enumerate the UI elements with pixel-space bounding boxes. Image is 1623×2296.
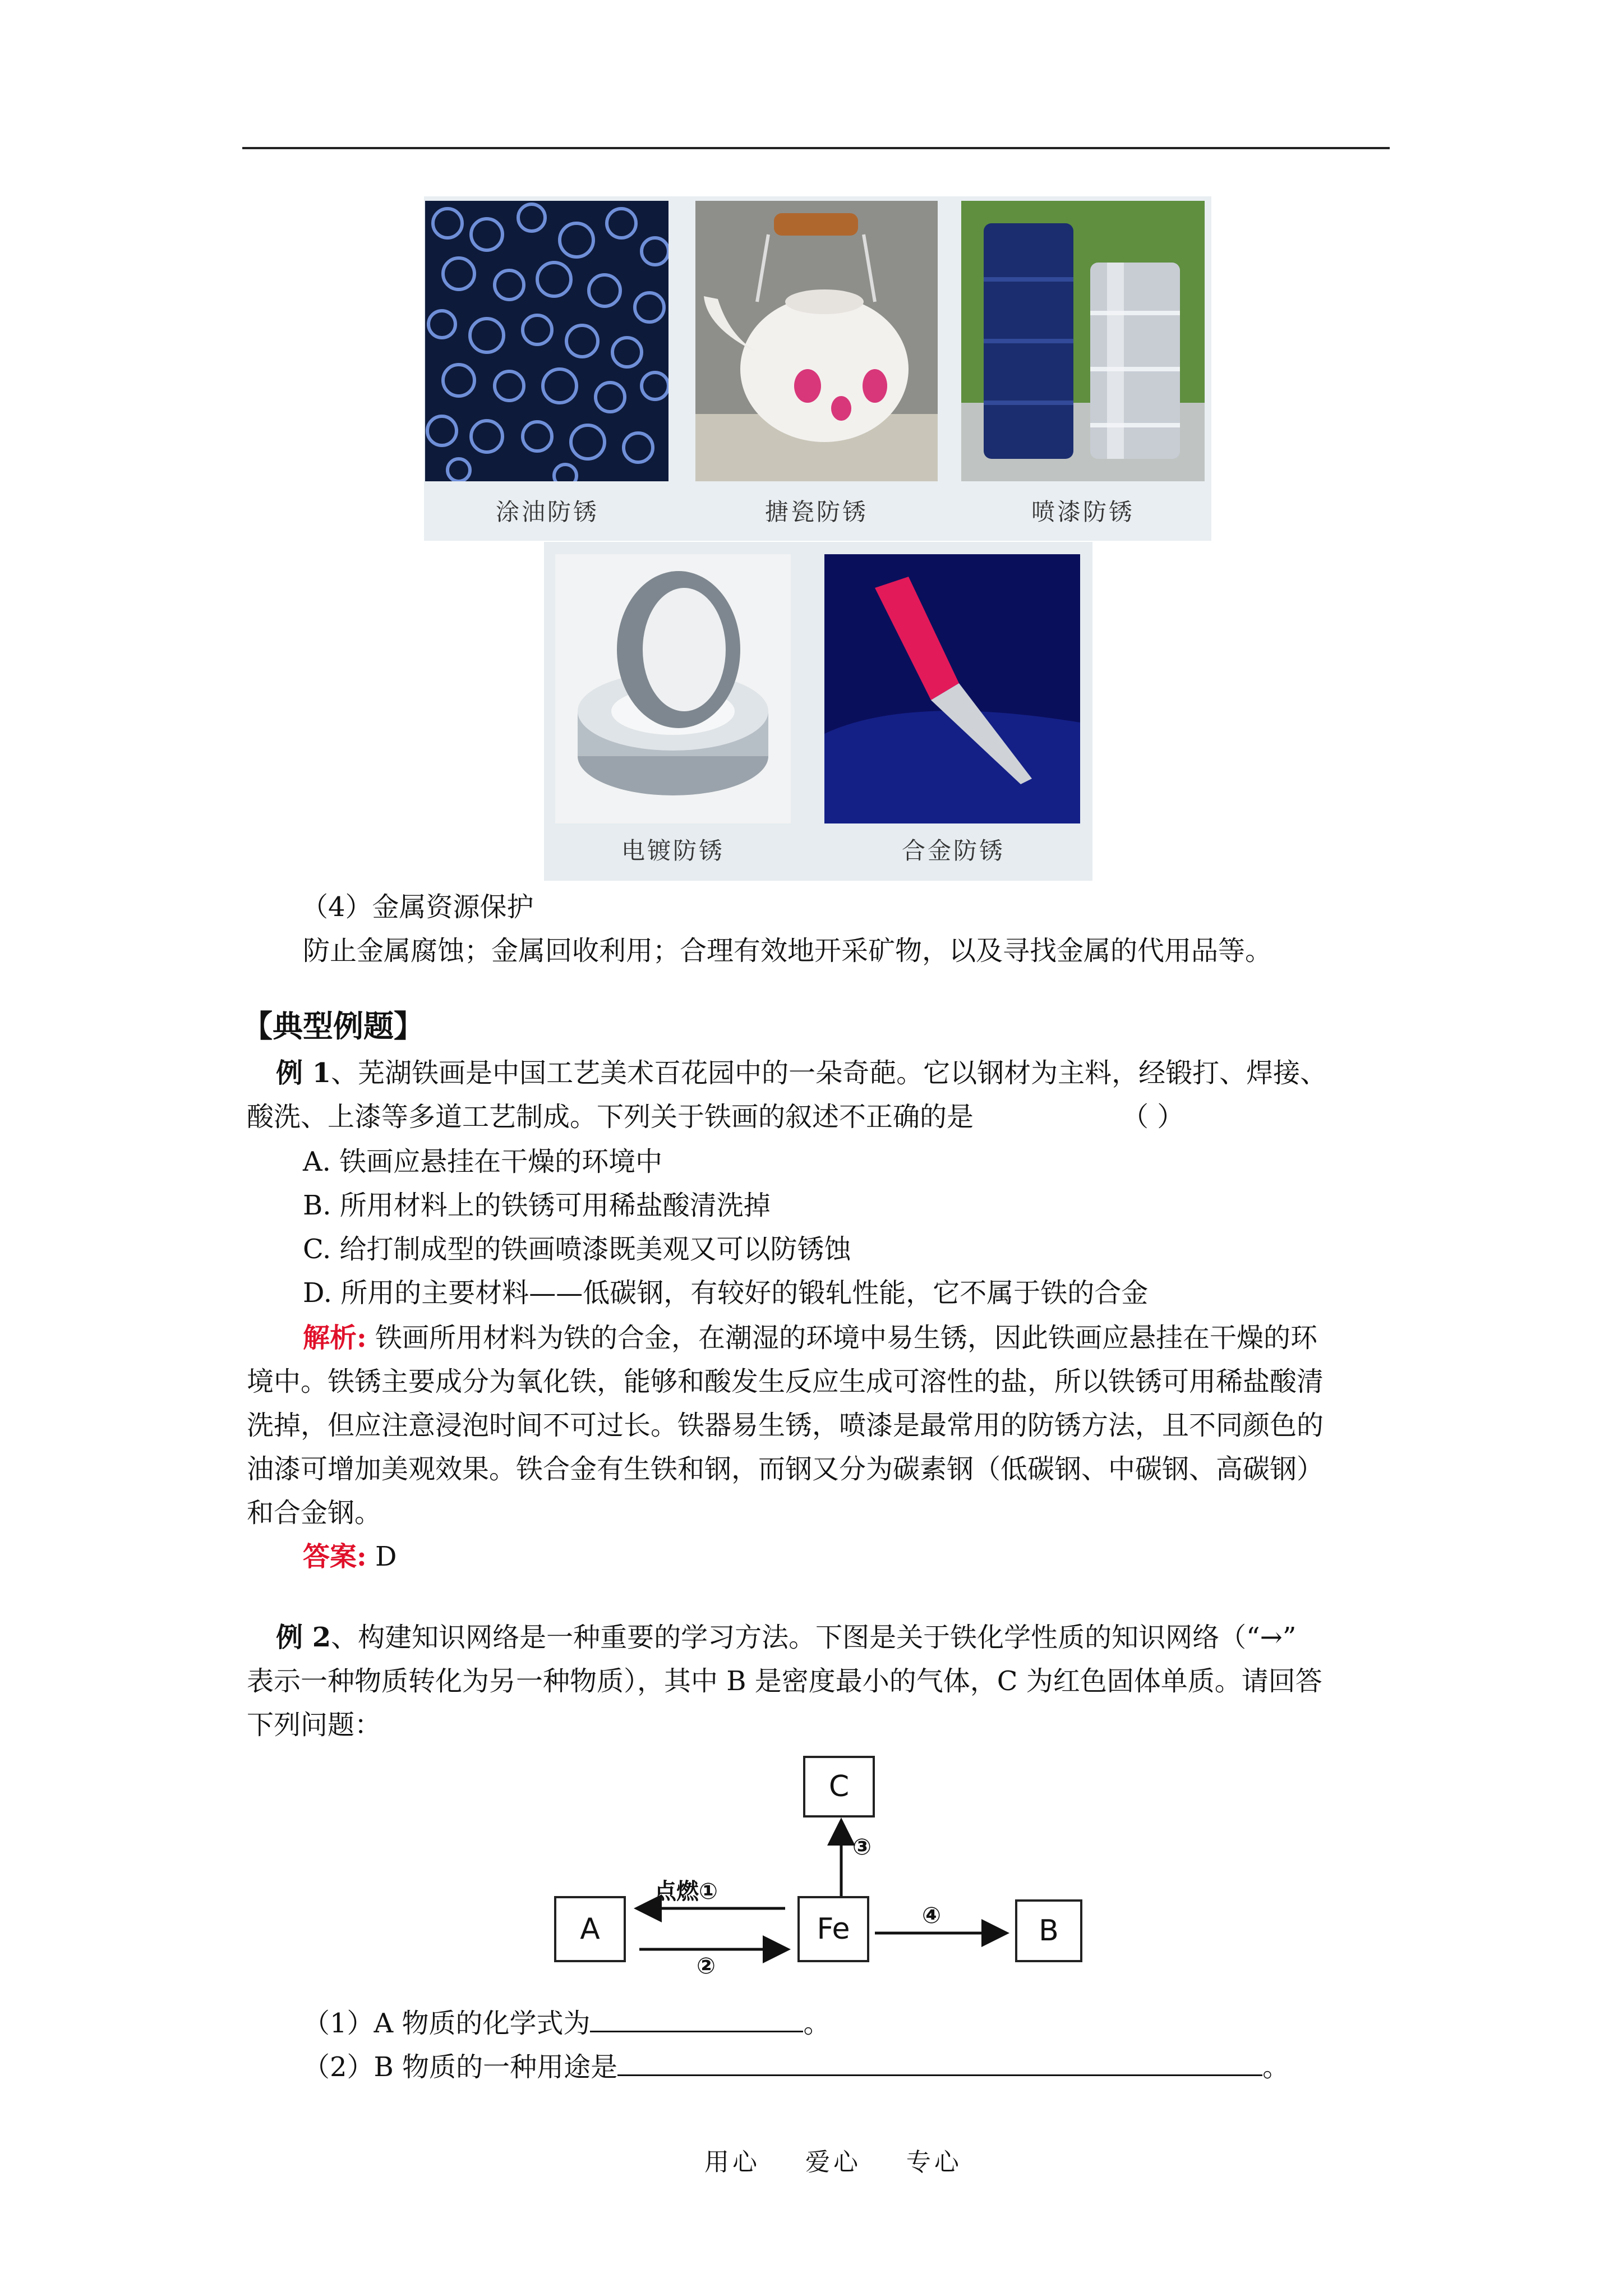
caption-oiling: 涂油防锈 <box>495 498 599 526</box>
question-2-end: 。 <box>1262 2051 1290 2083</box>
analysis-line2: 境中。铁锈主要成分为氧化铁，能够和酸发生反应生成可溶性的盐，所以铁锈可用稀盐酸清 <box>247 1366 1324 1397</box>
edge-2-label: ② <box>697 1953 716 1979</box>
analysis-line3: 洗掉，但应注意浸泡时间不可过长。铁器易生锈，喷漆是最常用的防锈方法，且不同颜色的 <box>247 1410 1324 1441</box>
photo-strip-bottom <box>544 542 1092 881</box>
edge-1-label: 点燃① <box>654 1879 718 1904</box>
caption-electroplating: 电镀防锈 <box>621 837 725 864</box>
option-a: A. 铁画应悬挂在干燥的环境中 <box>303 1146 663 1177</box>
question-1 <box>303 2001 830 2045</box>
example1-line1 <box>276 1051 1327 1095</box>
caption-alloy: 合金防锈 <box>901 837 1005 864</box>
question-2-prompt: （2）B 物质的一种用途是 <box>303 2051 618 2083</box>
answer-line <box>303 1535 396 1579</box>
example1-line1-text: 、芜湖铁画是中国工艺美术百花园中的一朵奇葩。它以钢材为主料，经锻打、焊接、 <box>331 1057 1327 1089</box>
analysis-line1 <box>303 1316 1317 1360</box>
analysis-text-1: 铁画所用材料为铁的合金，在潮湿的环境中易生锈，因此铁画应悬挂在干燥的环 <box>366 1322 1317 1354</box>
section-title: （4）金属资源保护 <box>301 891 534 923</box>
caption-painting: 喷漆防锈 <box>1031 498 1135 526</box>
electroplated-rings-image <box>555 554 791 823</box>
node-fe: Fe <box>797 1896 869 1962</box>
page-footer: 用心 爱心 专心 <box>704 2148 962 2177</box>
section-body: 防止金属腐蚀；金属回收利用；合理有效地开采矿物，以及寻找金属的代用品等。 <box>303 935 1272 967</box>
examples-heading: 【典型例题】 <box>242 1008 424 1044</box>
example1-line2: 酸洗、上漆等多道工艺制成。下列关于铁画的叙述不正确的是 <box>247 1101 974 1133</box>
photo-strip-top <box>424 196 1211 541</box>
answer-value: D <box>366 1541 397 1572</box>
example2-line3: 下列问题： <box>247 1709 382 1741</box>
question-2-blank[interactable] <box>617 2052 1262 2076</box>
caption-enamel: 搪瓷防锈 <box>764 498 868 526</box>
option-d: D. 所用的主要材料——低碳钢，有较好的锻轧性能，它不属于铁的合金 <box>303 1277 1149 1309</box>
question-1-blank[interactable] <box>590 2008 803 2032</box>
edge-3-label: ③ <box>852 1834 872 1860</box>
example2-line1-text: 、构建知识网络是一种重要的学习方法。下图是关于铁化学性质的知识网络（“→” <box>331 1622 1297 1653</box>
enamel-kettle-image <box>695 201 938 481</box>
analysis-line4: 油漆可增加美观效果。铁合金有生铁和钢，而钢又分为碳素钢（低碳钢、中碳钢、高碳钢） <box>247 1453 1324 1485</box>
example1-answer-paren: （ ） <box>1122 1101 1184 1133</box>
oiled-nuts-image <box>425 201 668 481</box>
painted-cans-image <box>961 201 1205 481</box>
option-b: B. 所用材料上的铁锈可用稀盐酸清洗掉 <box>303 1190 771 1221</box>
analysis-line5: 和合金钢。 <box>247 1497 382 1529</box>
answer-label: 答案: <box>303 1541 367 1572</box>
node-b: B <box>1015 1899 1082 1962</box>
example2-line2: 表示一种物质转化为另一种物质），其中 B 是密度最小的气体，C 为红色固体单质。请回答 <box>247 1665 1322 1697</box>
edge-4-label: ④ <box>922 1903 941 1929</box>
example2-line1 <box>276 1616 1296 1659</box>
option-c: C. 给打制成型的铁画喷漆既美观又可以防锈蚀 <box>303 1234 851 1265</box>
example2-label: 例 2 <box>276 1622 331 1653</box>
node-a: A <box>554 1896 626 1962</box>
node-c: C <box>803 1756 875 1818</box>
iron-reaction-diagram <box>544 1745 1094 1991</box>
question-1-prompt: （1）A 物质的化学式为 <box>303 2008 591 2039</box>
analysis-label: 解析: <box>303 1322 367 1354</box>
question-2 <box>303 2045 1289 2089</box>
question-1-end: 。 <box>803 2008 831 2039</box>
header-rule <box>242 147 1390 149</box>
alloy-knife-image <box>824 554 1080 823</box>
example1-label: 例 1 <box>276 1057 331 1089</box>
